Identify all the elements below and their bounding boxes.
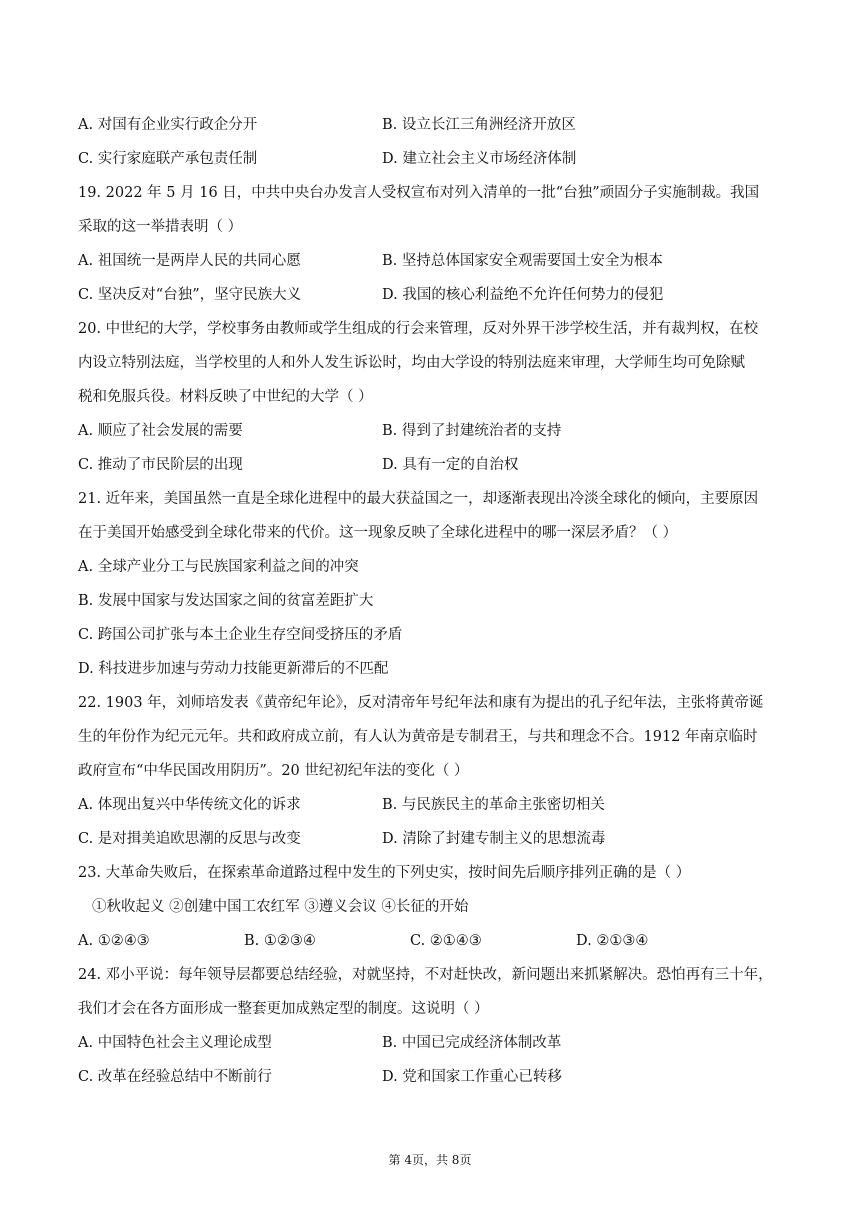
question-22-stem: 22. 1903 年，刘师培发表《黄帝纪年论》，反对清帝年号纪年法和康有为提出的孔子纪年法，主张将黄帝诞: [78, 695, 764, 711]
option-a: A. 顺应了社会发展的需要: [78, 423, 243, 439]
option-d: D. 具有一定的自治权: [382, 457, 519, 473]
option-b: B. 发展中国家与发达国家之间的贫富差距扩大: [78, 593, 374, 609]
option-a: A. 中国特色社会主义理论成型: [78, 1035, 272, 1051]
option-c: C. 改革在经验总结中不断前行: [78, 1069, 272, 1085]
options-row: [78, 822, 782, 856]
question-22-stem: 生的年份作为纪元元年。共和政府成立前，有人认为黄帝是专制君王，与共和理念不合。1912 年南京临时: [78, 729, 758, 745]
option-d: D. 科技进步加速与劳动力技能更新滞后的不匹配: [78, 661, 389, 677]
option-c: C. 跨国公司扩张与本土企业生存空间受挤压的矛盾: [78, 627, 403, 643]
option-d: D. 建立社会主义市场经济体制: [382, 151, 577, 167]
question-19-stem: 采取的这一举措表明（ ）: [78, 219, 243, 235]
options-row: [78, 142, 782, 176]
options-row: [78, 414, 782, 448]
exam-page: [78, 108, 782, 1094]
question-21-stem: 21. 近年来，美国虽然一直是全球化进程中的最大获益国之一，却逐渐表现出冷淡全球化的倾向，主要原因: [78, 491, 759, 507]
option-c: C. 实行家庭联产承包责任制: [78, 151, 258, 167]
option-d: D. 党和国家工作重心已转移: [382, 1069, 562, 1085]
question-19-stem: 19. 2022 年 5 月 16 日，中共中央台办发言人受权宣布对列入清单的一批“台独”顽固分子实施制裁。我国: [78, 185, 760, 201]
page-number: 第 4页，共 8页: [388, 1153, 472, 1167]
options-row: [78, 108, 782, 142]
option-b: B. 设立长江三角洲经济开放区: [382, 117, 576, 133]
question-21-stem: 在于美国开始感受到全球化带来的代价。这一现象反映了全球化进程中的哪一深层矛盾？（ ）: [78, 525, 678, 541]
option-b: B. 坚持总体国家安全观需要国土安全为根本: [382, 253, 663, 269]
option-c: C. 是对揖美追欧思潮的反思与改变: [78, 831, 301, 847]
option-b: B. 得到了封建统治者的支持: [382, 423, 562, 439]
option-a: A. ①②④③: [78, 933, 150, 949]
question-20-stem: 20. 中世纪的大学，学校事务由教师或学生组成的行会来管理，反对外界干涉学校生活，并有裁判权，在校: [78, 321, 759, 337]
options-row: [78, 448, 782, 482]
option-d: D. ②①③④: [576, 933, 649, 949]
option-c: C. ②①④③: [410, 933, 482, 949]
option-b: B. ①②③④: [244, 933, 316, 949]
question-20-stem: 税和免服兵役。材料反映了中世纪的大学（ ）: [78, 389, 373, 405]
options-row: [78, 278, 782, 312]
options-row: [78, 1060, 782, 1094]
options-row: [78, 1026, 782, 1060]
options-row: [78, 924, 782, 958]
option-a: A. 全球产业分工与民族国家利益之间的冲突: [78, 559, 359, 575]
option-a: A. 祖国统一是两岸人民的共同心愿: [78, 253, 301, 269]
option-c: C. 推动了市民阶层的出现: [78, 457, 243, 473]
options-row: [78, 788, 782, 822]
option-b: B. 中国已完成经济体制改革: [382, 1035, 562, 1051]
option-d: D. 我国的核心利益绝不允许任何势力的侵犯: [382, 287, 664, 303]
question-22-stem: 政府宣布“中华民国改用阴历”。20 世纪初纪年法的变化（ ）: [78, 763, 469, 779]
question-24-stem: 24. 邓小平说：每年领导层都要总结经验，对就坚持，不对赶快改，新问题出来抓紧解决。恐怕再有三十年，: [78, 967, 773, 983]
option-c: C. 坚决反对“台独”，坚守民族大义: [78, 287, 302, 303]
option-b: B. 与民族民主的革命主张密切相关: [382, 797, 605, 813]
question-24-stem: 我们才会在各方面形成一整套更加成熟定型的制度。这说明（ ）: [78, 1001, 489, 1017]
question-20-stem: 内设立特别法庭，当学校里的人和外人发生诉讼时，均由大学设的特别法庭来审理，大学师生均可免除赋: [78, 355, 745, 371]
options-row: [78, 244, 782, 278]
question-23-stem: 23. 大革命失败后，在探索革命道路过程中发生的下列史实，按时间先后顺序排列正确的是（ ）: [78, 865, 691, 881]
option-a: A. 对国有企业实行政企分开: [78, 117, 258, 133]
option-a: A. 体现出复兴中华传统文化的诉求: [78, 797, 301, 813]
option-d: D. 清除了封建专制主义的思想流毒: [382, 831, 606, 847]
question-23-items: ①秋收起义 ②创建中国工农红军 ③遵义会议 ④长征的开始: [92, 899, 469, 915]
